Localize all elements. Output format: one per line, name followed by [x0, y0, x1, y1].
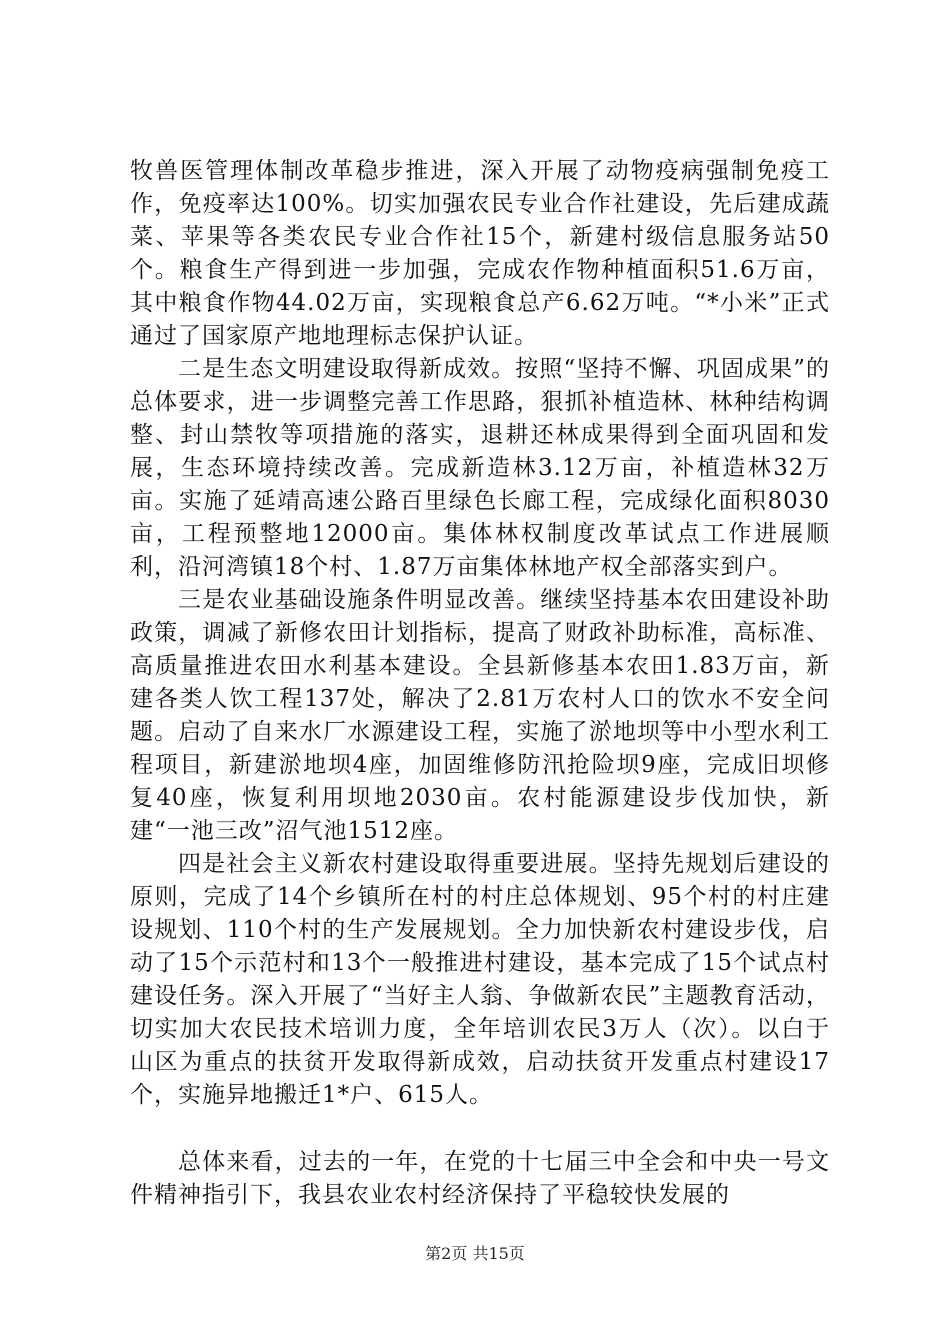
paragraph-ecology: 二是生态文明建设取得新成效。按照“坚持不懈、巩固成果”的总体要求，进一步调整完善工作思路，狠抓补植造林、林种结构调整、封山禁牧等项措施的落实，退耕还林成果得到全面巩固和发展，生态环境持续改善。完成新造林3.12万亩，补植造林32万亩。实施了延靖高速公路百里绿色长廊工程，完成绿化面积8030亩，工程预整地12000亩。集体林权制度改革试点工作进展顺利，沿河湾镇18个村、1.87万亩集体林地产权全部落实到户。: [130, 356, 830, 580]
paragraph-continuation: 牧兽医管理体制改革稳步推进，深入开展了动物疫病强制免疫工作，免疫率达100%。切实加强农民专业合作社建设，先后建成蔬菜、苹果等各类农民专业合作社15个，新建村级信息服务站50个。粮食生产得到进一步加强，完成农作物种植面积51.6万亩，其中粮食作物44.02万亩，实现粮食总产6.62万吨。“*小米”正式通过了国家原产地地理标志保护认证。: [130, 158, 830, 349]
paragraph-summary: 总体来看，过去的一年，在党的十七届三中全会和中央一号文件精神指引下，我县农业农村经济保持了平稳较快发展的: [130, 1149, 830, 1208]
paragraph-new-countryside: 四是社会主义新农村建设取得重要进展。坚持先规划后建设的原则，完成了14个乡镇所在村的村庄总体规划、95个村的村庄建设规划、110个村的生产发展规划。全力加快新农村建设步伐，启动了15个示范村和13个一般推进村建设，基本完成了15个试点村建设任务。深入开展了“当好主人翁、争做新农民”主题教育活动，切实加大农民技术培训力度，全年培训农民3万人（次）。以白于山区为重点的扶贫开发取得新成效，启动扶贫开发重点村建设17个，实施异地搬迁1*户、615人。: [130, 851, 830, 1108]
page-number-footer: 第2页 共15页: [425, 1244, 525, 1263]
paragraph-infrastructure: 三是农业基础设施条件明显改善。继续坚持基本农田建设补助政策，调减了新修农田计划指标，提高了财政补助标准，高标准、高质量推进农田水利基本建设。全县新修基本农田1.83万亩，新建各类人饮工程137处，解决了2.81万农村人口的饮水不安全问题。启动了自来水厂水源建设工程，实施了淤地坝等中小型水利工程项目，新建淤地坝4座，加固维修防汛抢险坝9座，完成旧坝修复40座，恢复利用坝地2030亩。农村能源建设步伐加快，新建“一池三改”沼气池1512座。: [130, 587, 830, 844]
document-body: [130, 155, 830, 1212]
